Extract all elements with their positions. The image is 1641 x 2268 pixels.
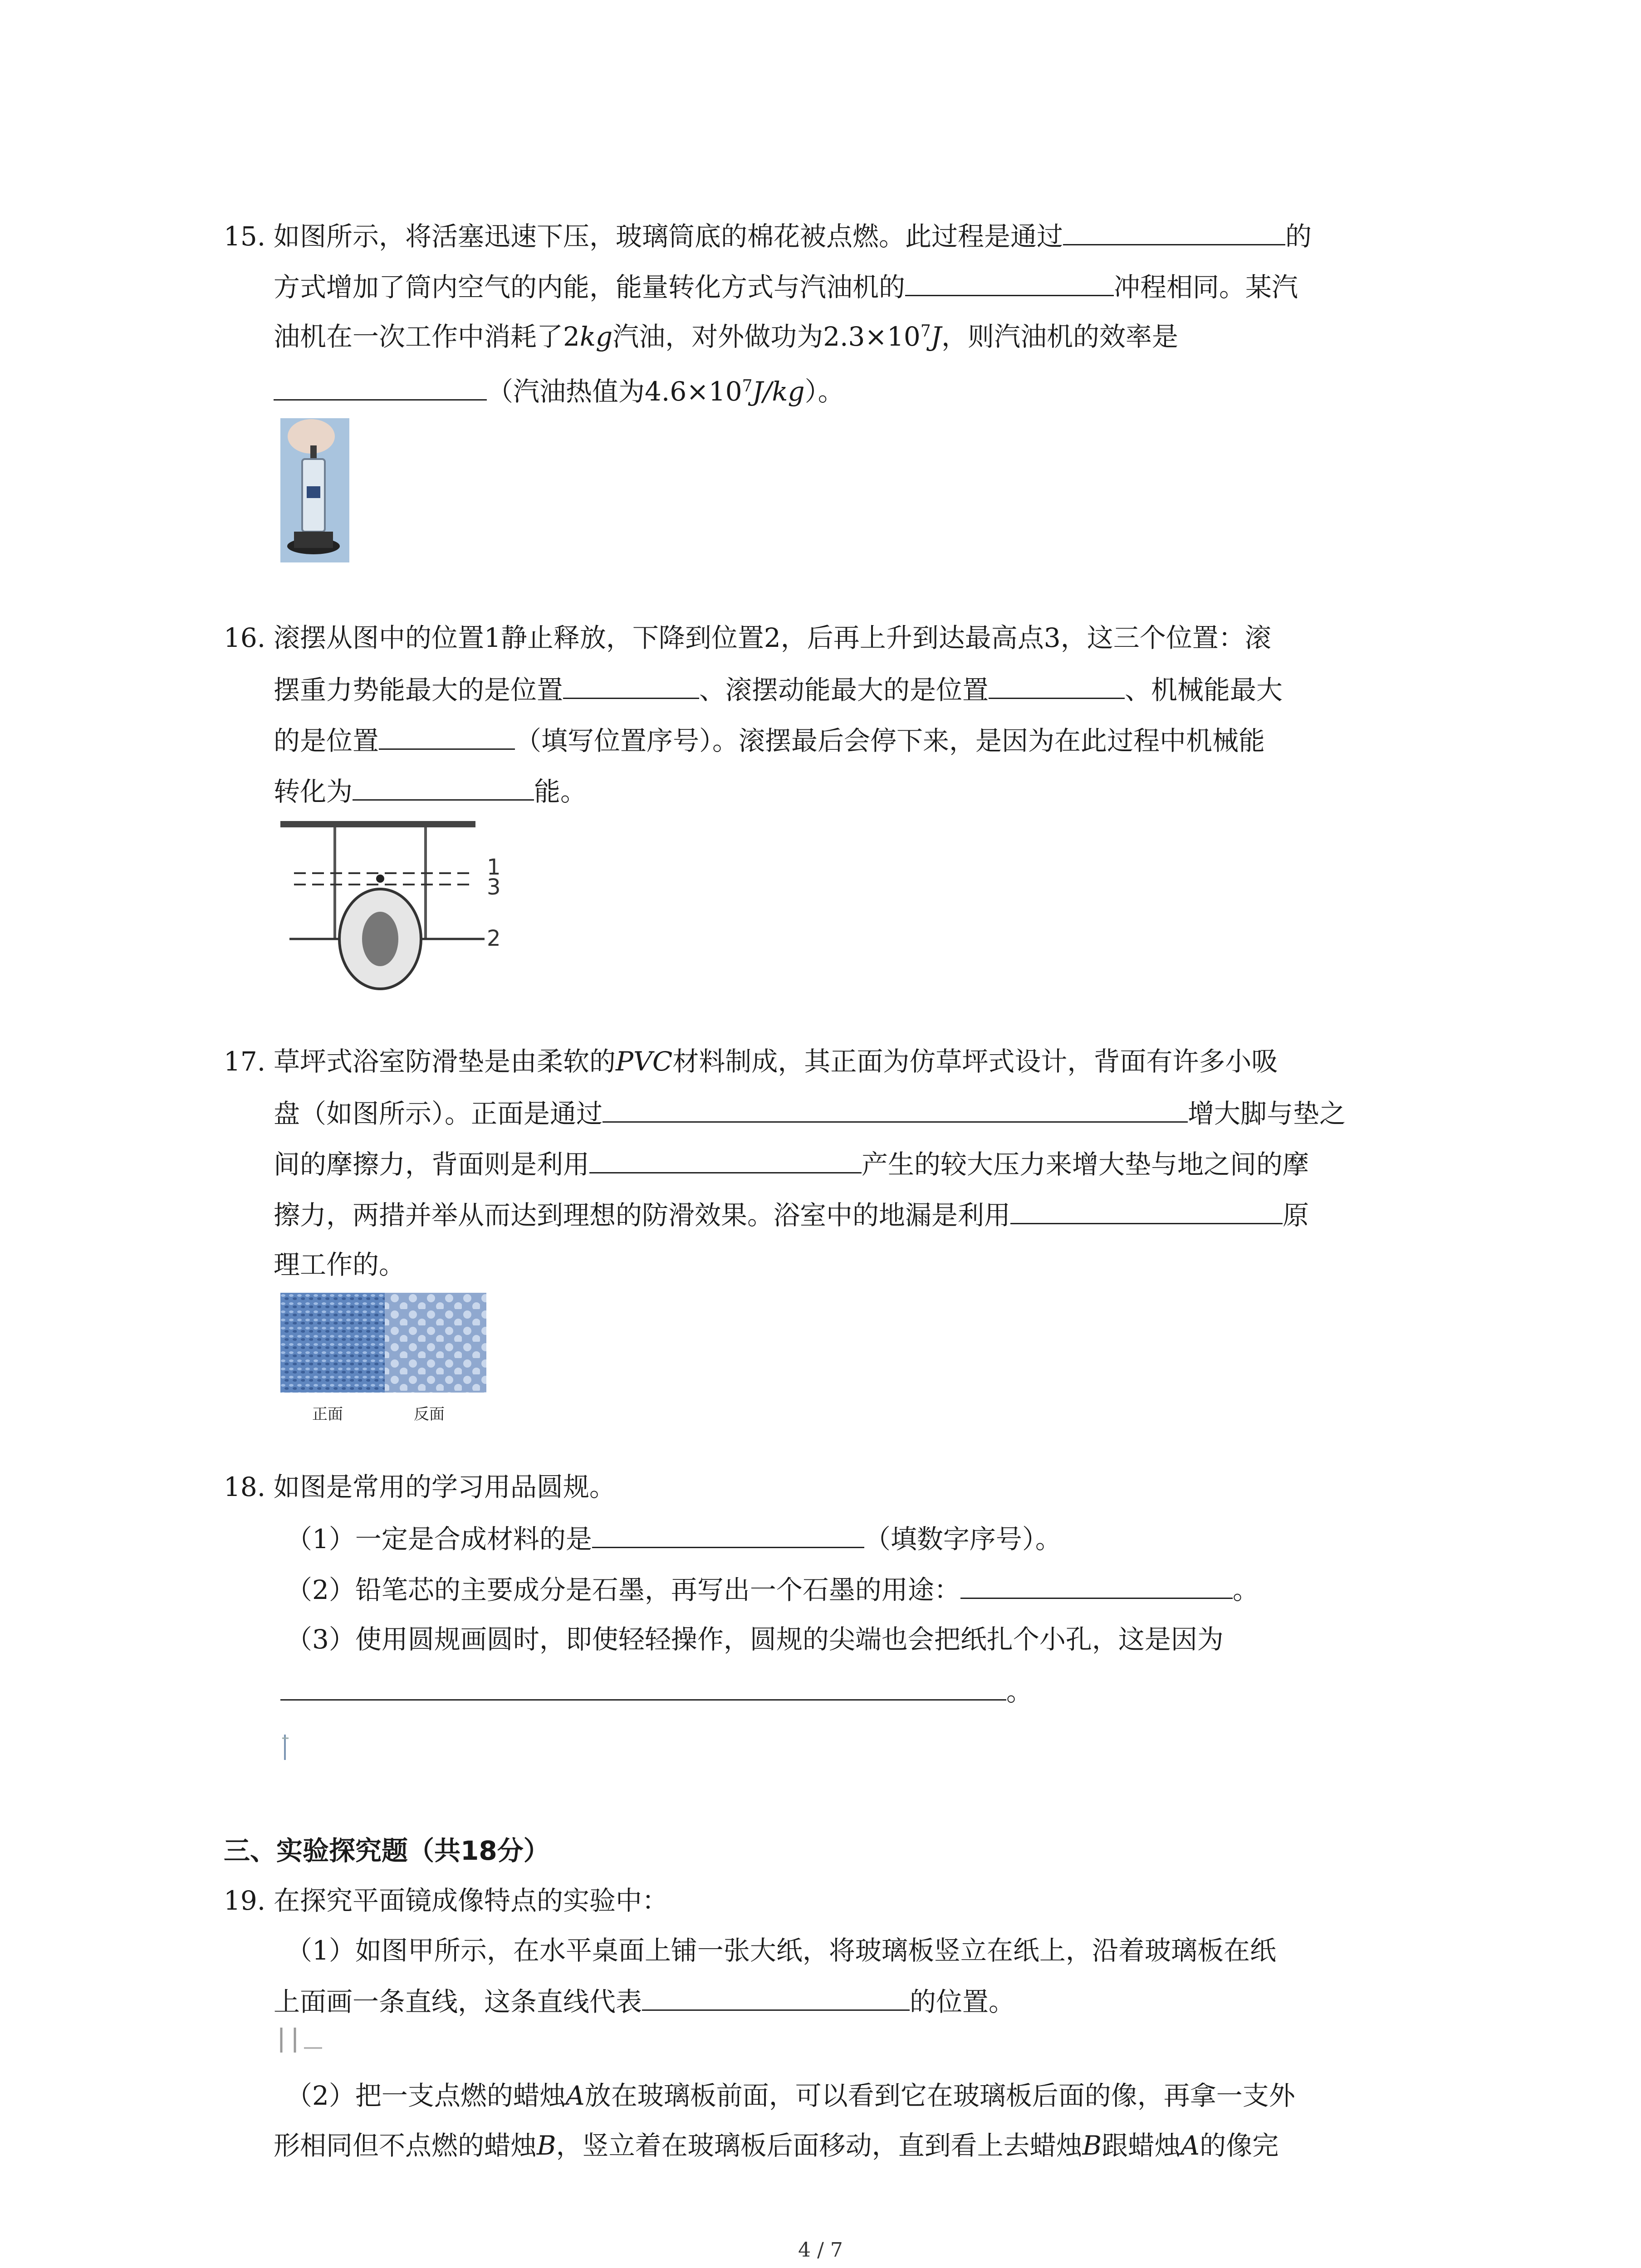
q19-text: 在探究平面镜成像特点的实验中： [274,1885,669,1916]
q19-text: 放在玻璃板前面，可以看到它在玻璃板后面的像，再拿一支外 [584,2080,1295,2111]
q19-line-1 [224,1882,668,1919]
q17-line-2 [274,1094,1346,1132]
q17-text: 材料制成，其正面为仿草坪式设计，背面有许多小吸 [672,1046,1278,1077]
q16-blank-4[interactable] [353,772,534,801]
q19-number: 19. [224,1885,266,1916]
q15-exponent: 7 [920,322,931,341]
q17-line-5 [274,1246,405,1283]
q18-sub-4 [280,1672,1033,1710]
q17-bath-mat-figure [280,1293,489,1420]
q16-text: （填写位置序号）。滚摆最后会停下来，是因为在此过程中机械能 [515,725,1265,756]
q17-text: 增大脚与垫之 [1188,1098,1346,1129]
q18-blank-3[interactable] [280,1672,1006,1701]
q17-line-3 [274,1145,1309,1183]
q18-text: （填数字序号）。 [864,1524,1062,1554]
q16-text: 、滚摆动能最大的是位置 [699,675,989,705]
q15-exponent: 7 [742,376,753,396]
q16-number: 16. [224,622,266,653]
q15-text: ，则汽油机的效率是 [941,321,1179,352]
fig-label-position-3: 3 [487,875,501,900]
q16-text: 摆重力势能最大的是位置 [274,675,563,705]
caption-back: 反面 [414,1405,445,1423]
q16-blank-2[interactable] [989,670,1125,699]
q17-blank-2[interactable] [589,1145,862,1173]
q15-piston-figure [280,418,349,562]
q15-line-2 [274,268,1298,305]
q16-line-3 [274,721,1265,759]
mat-front-image [280,1293,385,1393]
q17-text: 产生的较大压力来增大垫与地之间的摩 [862,1149,1309,1180]
q15-text: 冲程相同。某汽 [1114,272,1298,303]
caption-front: 正面 [312,1405,343,1423]
q17-text: 原 [1283,1200,1309,1231]
q16-blank-1[interactable] [563,670,699,699]
q18-text: 。 [1232,1574,1259,1605]
q16-line-2 [274,670,1283,708]
q15-text: 如图所示，将活塞迅速下压，玻璃筒底的棉花被点燃。此过程是通过 [274,221,1063,252]
q18-text: （3）使用圆规画圆时，即使轻轻操作，圆规的尖端也会把纸扎个小孔，这是因为 [286,1624,1224,1655]
page-number: 4 / 7 [798,2239,843,2262]
q19-text: ，竖立着在玻璃板后面移动，直到看上去蜡烛 [556,2130,1083,2161]
q17-number: 17. [224,1046,266,1077]
q16-text: 、机械能最大 [1125,675,1283,705]
q15-blank-1[interactable] [1063,217,1285,245]
q19-text: 形相同但不点燃的蜡烛 [274,2130,537,2161]
q18-sub-2 [286,1570,1259,1608]
q15-unit: kg [579,321,613,352]
q15-text: ）。 [804,376,844,407]
q19-sub-1b [274,1982,1015,2020]
q17-text: 理工作的。 [274,1249,406,1280]
section-3-heading: 三、实验探究题（共18分） [224,1835,550,1866]
piston-head [307,486,320,498]
q18-text: （2）铅笔芯的主要成分是石墨，再写出一个石墨的用途： [286,1574,960,1605]
fig-label-position-1: 1 [487,855,501,880]
q15-line-3 [274,318,1178,355]
q19-blank-1[interactable] [642,1982,910,2011]
q19-sub-3 [274,2127,1279,2164]
q15-unit: J/kg [752,376,805,407]
q17-material: PVC [616,1046,673,1077]
q15-unit: J [931,321,941,352]
q15-text: （汽油热值为4.6×10 [487,376,742,407]
q15-line-4 [274,372,844,410]
q15-blank-2[interactable] [905,268,1114,296]
q19-candle-label: A [565,2080,585,2111]
q19-sub-2 [286,2077,1295,2114]
q15-text: 的 [1285,221,1312,252]
q19-text: （1）如图甲所示，在水平桌面上铺一张大纸，将玻璃板竖立在纸上，沿着玻璃板在纸 [286,1935,1276,1966]
q17-text: 间的摩擦力，背面则是利用 [274,1149,590,1180]
q15-number: 15. [224,221,266,252]
q19-text: 上面画一条直线，这条直线代表 [274,1986,642,2017]
q19-text: 的像完 [1200,2130,1279,2161]
q17-text: 盘（如图所示）。正面是通过 [274,1098,603,1129]
q16-line-1 [224,620,1271,656]
q19-candle-label: B [537,2130,556,2161]
q18-text: 。 [1006,1676,1033,1707]
q17-text: 擦力，两措并举从而达到理想的防滑效果。浴室中的地漏是利用 [274,1200,1011,1231]
mat-back-image [385,1293,486,1393]
q16-line-4 [274,772,587,810]
q16-text: 能。 [534,776,587,807]
q15-text: 油机在一次工作中消耗了2 [274,321,580,352]
q15-blank-3[interactable] [274,372,487,401]
q17-blank-3[interactable] [1010,1196,1283,1224]
q15-text: 汽油，对外做功为2.3×10 [612,321,921,352]
q16-text: 的是位置 [274,725,379,756]
q18-text: （1）一定是合成材料的是 [286,1524,592,1554]
q18-line-1 [224,1469,616,1505]
q17-line-4 [274,1196,1309,1233]
fig-label-position-2: 2 [487,926,501,951]
q19-figure-jia [277,2025,327,2057]
q17-blank-1[interactable] [603,1094,1188,1123]
q17-line-1 [224,1043,1278,1080]
q19-candle-label: A [1181,2130,1200,2161]
q19-text: 的位置。 [910,1986,1015,2017]
q19-text: 跟蜡烛 [1102,2130,1181,2161]
q15-line-1 [224,217,1312,254]
q16-rolling-pendulum-figure [280,816,516,998]
q19-sub-1 [286,1932,1276,1969]
q16-text: 转化为 [274,776,353,807]
q19-text: （2）把一支点燃的蜡烛 [286,2080,566,2111]
q19-candle-label: B [1082,2130,1102,2161]
q18-sub-1 [286,1520,1062,1557]
q18-text: 如图是常用的学习用品圆规。 [274,1471,616,1502]
q16-blank-3[interactable] [379,721,515,750]
q18-compass-figure [280,1733,294,1765]
q18-sub-3 [286,1621,1224,1657]
q18-blank-2[interactable] [960,1570,1233,1599]
q16-text: 滚摆从图中的位置1静止释放，下降到位置2，后再上升到达最高点3，这三个位置：滚 [274,622,1271,653]
q15-text: 方式增加了筒内空气的内能，能量转化方式与汽油机的 [274,272,906,303]
q18-number: 18. [224,1471,266,1502]
q17-text: 草坪式浴室防滑垫是由柔软的 [274,1046,616,1077]
q18-blank-1[interactable] [592,1520,864,1548]
